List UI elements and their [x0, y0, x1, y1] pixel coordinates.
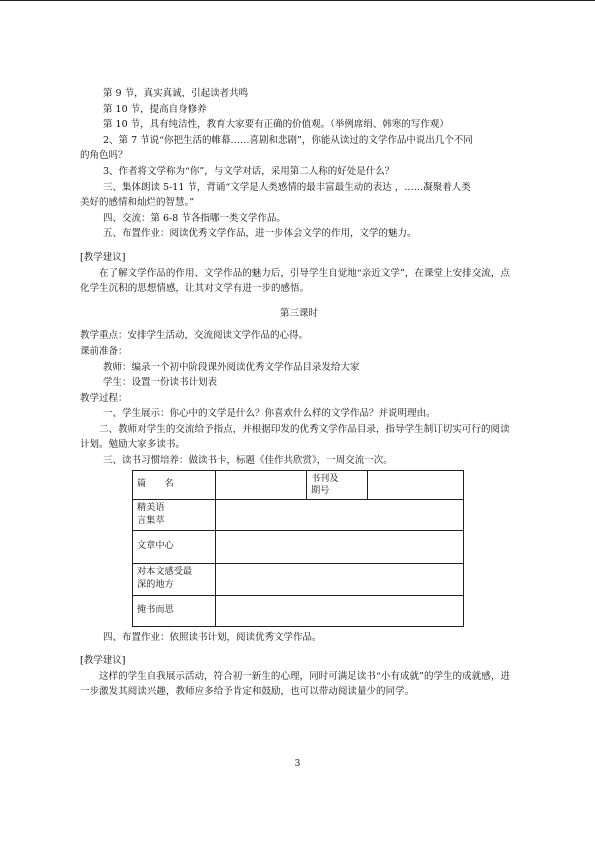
process-step-4: 四、布置作业：依照读书计划，阅读优秀文学作品。: [103, 631, 322, 643]
row-label-cell: [133, 530, 216, 563]
prep-student: 学生：设置一份读书计划表: [103, 377, 218, 389]
title-label-cell: 篇 名: [133, 470, 216, 499]
page-number: 3: [294, 759, 301, 769]
question-3: 3、作者将文学称为“你”，与文学对话，采用第二人称的好处是什么？: [103, 165, 395, 177]
prep-teacher: 教师：编录一个初中阶段课外阅读优秀文学作品目录发给大家: [103, 361, 360, 373]
row-label-cell: [133, 595, 216, 626]
process-step-2: 二、教师对学生的交流给予指点，并根据印发的优秀文学作品目录，指导学生制订切实可行的阅读计划。勉励大家多读书。: [80, 423, 510, 451]
row-value-cell: [216, 530, 464, 563]
journal-label-1: 书刊及: [311, 472, 339, 484]
row-label-cell: [133, 563, 216, 595]
reading-card-table: [132, 470, 464, 627]
row-label-line: 深的地方: [137, 579, 174, 591]
table-row: [133, 530, 464, 563]
journal-label-2: 期号: [311, 484, 330, 496]
process-label: 教学过程：: [80, 392, 128, 404]
table-row: [133, 595, 464, 626]
row-label-line: 对本文感受最: [137, 566, 193, 578]
teaching-advice-text: 这样的学生自我展示活动，符合初一新生的心理，同时可满足读书“小有成就”的学生的成就感，进一步激发其阅读兴趣，教师应多给予肯定和鼓励，也可以带动阅读量少的同学。: [80, 670, 510, 698]
text-line: 第 10 节，提高自身修养: [103, 103, 207, 115]
step-5: 五、布置作业：阅读优秀文学作品，进一步体会文学的作用，文学的魅力。: [103, 228, 417, 240]
row-value-cell: [216, 499, 464, 530]
step-3: 三、集体朗读 5-11 节，背诵“文学是人类感情的最丰富最生动的表达 ，……凝聚着人类: [103, 181, 471, 193]
journal-label-cell: [307, 470, 368, 499]
title-value-cell: [216, 470, 307, 499]
row-value-cell: [216, 563, 464, 595]
row-label-line: 掩书而思: [137, 604, 174, 616]
journal-value-cell: [368, 470, 464, 499]
question-2-cont: 的角色吗？: [80, 150, 128, 162]
teaching-advice-heading: [教学建议]: [80, 655, 126, 667]
row-label-cell: [133, 499, 216, 530]
row-label-line: 言集萃: [137, 514, 165, 526]
text-line: 第 9 节，真实真诚，引起读者共鸣: [103, 88, 249, 99]
process-step-1: 一、学生展示：你心中的文学是什么？你喜欢什么样的文学作品？并说明理由。: [103, 408, 436, 420]
document-body: [80, 86, 518, 700]
row-label-line: 精美语: [137, 501, 165, 513]
table-row: [133, 470, 464, 499]
prep-label: 课前准备：: [80, 345, 128, 357]
row-value-cell: [216, 595, 464, 626]
text-line: 第 10 节，具有纯洁性，教育大家要有正确的价值观。（举例席绢、韩寒的写作观）: [103, 119, 449, 131]
step-4: 四、交流：第 6-8 节各指哪一类文学作品。: [103, 212, 286, 224]
table-row: [133, 499, 464, 530]
teaching-advice-heading: [教学建议]: [80, 251, 126, 263]
row-label-line: 文章中心: [137, 540, 174, 552]
teaching-advice-text: 在了解文学作品的作用、文学作品的魅力后，引导学生自觉地“亲近文学”，在课堂上安排交流，点化学生沉积的思想情感，让其对文学有进一步的感悟。: [80, 267, 510, 295]
process-step-3: 三、读书习惯培养：做读书卡，标题《佳作共欣赏》，一周交流一次。: [103, 455, 393, 467]
teaching-focus: 教学重点：安排学生活动，交流阅读文学作品的心得。: [80, 330, 309, 342]
question-2: 2、第 7 节说“你把生活的帷幕……喜剧和悲剧”，你能从读过的文学作品中说出几个不同: [103, 134, 473, 146]
lesson-title: 第三课时: [279, 307, 318, 319]
header-rule: [0, 0, 595, 1]
table-row: [133, 563, 464, 595]
step-3-cont: 美好的感情和灿烂的智慧。”: [80, 197, 195, 209]
